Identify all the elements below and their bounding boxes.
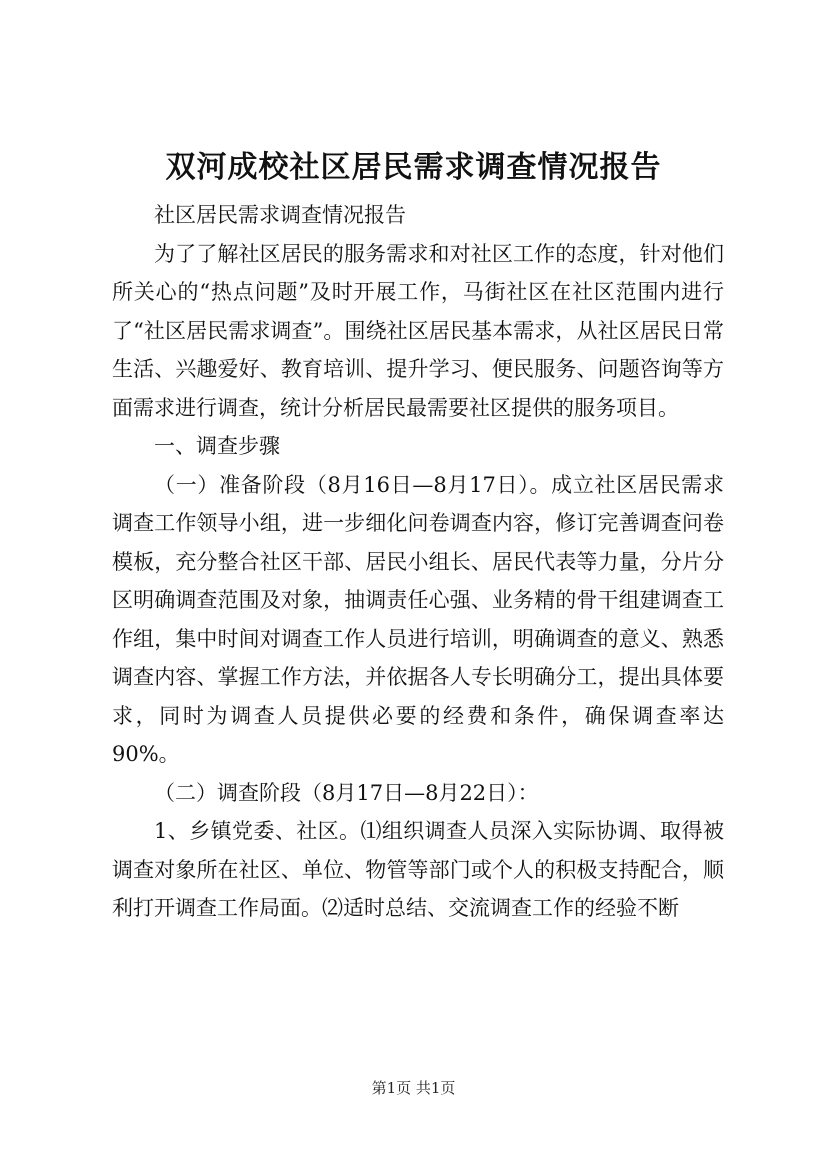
subtitle-paragraph: 社区居民需求调查情况报告	[154, 203, 406, 227]
page-footer: 第1页 共1页	[371, 1079, 456, 1097]
document-body	[112, 196, 724, 928]
section-heading: 一、调查步骤	[154, 434, 280, 458]
intro-paragraph: 为了了解社区居民的服务需求和对社区工作的态度，针对他们所关心的“热点问题”及时开展工作，马街社区在社区范围内进行了“社区居民需求调查”。围绕社区居民基本需求，从社区居民日常生活、兴趣爱好、教育培训、提升学习、便民服务、问题咨询等方面需求进行调查，统计分析居民最需要社区提供的服务项目。	[112, 241, 724, 420]
survey-item-paragraph: 1、乡镇党委、社区。⑴组织调查人员深入实际协调、取得被调查对象所在社区、单位、物管等部门或个人的积极支持配合，顺利打开调查工作局面。⑵适时总结、交流调查工作的经验不断	[112, 819, 724, 920]
document-title: 双河成校社区居民需求调查情况报告	[165, 150, 662, 185]
preparation-paragraph: （一）准备阶段（8月16日—8月17日）。成立社区居民需求调查工作领导小组，进一步细化问卷调查内容，修订完善调查问卷模板，充分整合社区干部、居民小组长、居民代表等力量，分片分区明确调查范围及对象，抽调责任心强、业务精的骨干组建调查工作组，集中时间对调查工作人员进行培训，明确调查的意义、熟悉调查内容、掌握工作方法，并依据各人专长明确分工，提出具体要求，同时为调查人员提供必要的经费和条件，确保调查率达90%。	[112, 472, 724, 766]
survey-stage-heading: （二）调查阶段（8月17日—8月22日）：	[154, 780, 539, 805]
